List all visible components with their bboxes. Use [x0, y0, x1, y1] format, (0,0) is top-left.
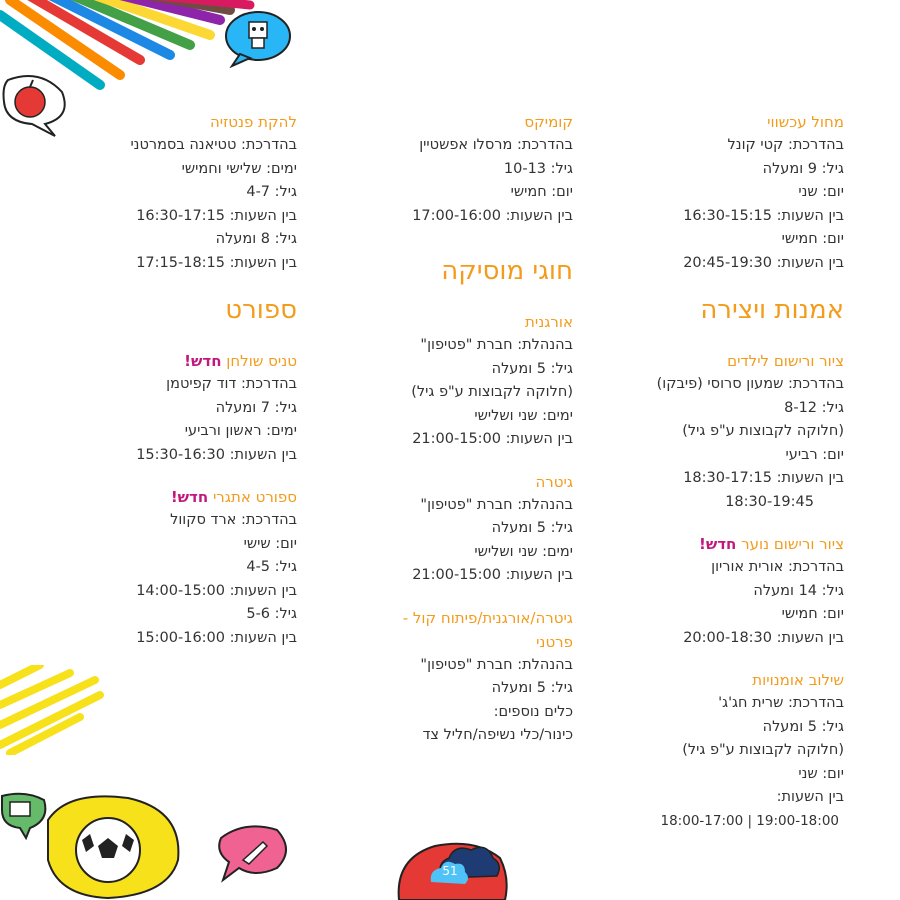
course-line: ימים: שני ושלישי — [474, 543, 573, 560]
left-column — [67, 110, 297, 668]
course-title: להקת פנטזיה — [209, 113, 297, 131]
course-line: יום: חמישי — [781, 606, 844, 622]
course-line: בהדרכת: טטיאנה בסמרטני — [130, 137, 297, 153]
new-badge: חדש! — [699, 535, 737, 553]
course-line: בין השעות: 17:15-18:15 — [136, 254, 297, 271]
page-number: 51 — [442, 864, 458, 878]
course-line: גיל: 5 ומעלה — [491, 520, 573, 536]
acro-sport-block — [67, 485, 297, 650]
course-line: בהדרכת: קטי קונל — [727, 137, 844, 153]
course-line: גיל: 7 ומעלה — [215, 399, 297, 416]
course-title: שילוב אומנויות — [752, 671, 844, 689]
course-title: ציור ורישום נוער — [741, 535, 844, 553]
course-line: כלים נוספים: — [493, 703, 573, 720]
course-line: בין השעות: 20:00-18:30 — [683, 629, 844, 646]
course-line: בין השעות: 15:00-16:00 — [136, 629, 297, 646]
drawing-youth-block — [594, 532, 844, 650]
course-line: בהדרכת: שרית חג'ג' — [718, 695, 844, 711]
course-line: בין השעות: 20:45-19:30 — [683, 254, 844, 271]
course-line: גיל: 4-5 — [246, 559, 297, 575]
course-line: בהדרכת: אורית אוריון — [711, 559, 844, 575]
guitar-block — [333, 470, 573, 588]
course-line: יום: חמישי — [781, 231, 844, 247]
course-line-times: 18:00-17:00 | 19:00-18:00 — [660, 812, 839, 829]
organ-block — [333, 310, 573, 452]
course-line: בהנהלת: חברת "פטיפון" — [420, 496, 573, 513]
course-line: גיל: 10-13 — [503, 160, 573, 177]
table-tennis-block — [67, 349, 297, 467]
course-line: בהדרכת: שמעון סרוסי (פיבקו) — [656, 376, 844, 392]
drawing-kids-block — [594, 349, 844, 514]
course-line: בהנהלת: חברת "פטיפון" — [420, 656, 573, 673]
course-line: גיל: 8 ומעלה — [215, 231, 297, 247]
course-line: יום: שני — [798, 184, 844, 200]
course-line: ימים: שני ושלישי — [474, 407, 573, 424]
course-line-extra-time: 18:30-19:45 — [725, 493, 814, 510]
course-line: בין השעות: — [776, 789, 844, 805]
course-line: בהנהלת: חברת "פטיפון" — [420, 337, 573, 353]
fantasy-theatre-block — [67, 110, 297, 275]
course-line: גיל: 14 ומעלה — [753, 582, 844, 599]
course-line: יום: שני — [798, 765, 844, 782]
course-line: בין השעות: 15:30-16:30 — [136, 446, 297, 463]
yellow-scribble — [0, 665, 110, 755]
apple-speech-bubble — [0, 72, 75, 137]
course-title-row — [594, 532, 844, 556]
modern-dance-block — [594, 110, 844, 275]
course-line: בין השעות: 16:30-17:15 — [136, 207, 297, 224]
course-line: בין השעות: 21:00-15:00 — [412, 567, 573, 583]
new-badge: חדש! — [184, 352, 222, 370]
course-title: גיטרה/אורגנית/פיתוח קול - — [402, 608, 573, 627]
art-combo-block — [594, 668, 844, 833]
course-line: בין השעות: 14:00-15:00 — [136, 582, 297, 599]
section-title-sport: ספורט — [225, 295, 297, 325]
course-line: ימים: שלישי וחמישי — [181, 160, 297, 177]
course-title: קומיקס — [524, 113, 573, 131]
course-line: יום: רביעי — [785, 446, 844, 463]
course-line: גיל: 5 ומעלה — [491, 680, 573, 696]
course-line: בין השעות: 21:00-15:00 — [412, 431, 573, 447]
course-line: בהדרכת: ארד סקוול — [170, 512, 297, 528]
course-line: כינור/כלי נשיפה/חליל צד — [422, 727, 573, 743]
robot-speech-bubble — [222, 8, 292, 68]
private-lessons-block — [333, 606, 573, 748]
course-line: גיל: 5 ומעלה — [762, 718, 844, 735]
course-line: גיל: 9 ומעלה — [762, 160, 844, 177]
course-title-row — [67, 485, 297, 509]
course-line: בהדרכת: דוד קפיטמן — [166, 376, 297, 392]
course-line: בהדרכת: מרסלו אפשטיין — [419, 137, 573, 153]
course-line: (חלוקה לקבוצות ע"פ גיל) — [682, 742, 844, 758]
course-line: (חלוקה לקבוצות ע"פ גיל) — [682, 423, 844, 439]
course-title: מחול עכשווי — [767, 113, 844, 131]
course-title: ציור ורישום לילדים — [727, 352, 844, 370]
course-line: בין השעות: 17:00-16:00 — [412, 207, 573, 224]
middle-column — [333, 110, 573, 766]
right-column — [594, 110, 844, 851]
course-line: יום: חמישי — [510, 184, 573, 200]
rocket-speech-bubble — [215, 820, 295, 890]
course-title-row — [67, 349, 297, 373]
course-title: ספורט אתגרי — [212, 488, 297, 506]
course-title: אורגנית — [525, 313, 573, 331]
course-line: (חלוקה לקבוצות ע"פ גיל) — [411, 384, 573, 400]
soccer-ball-bubble — [38, 790, 188, 900]
course-line: גיל: 5-6 — [246, 606, 297, 622]
section-title-music: חוגי מוסיקה — [441, 256, 573, 286]
course-line: יום: שישי — [243, 535, 297, 552]
course-line: בין השעות: 18:30-17:15 — [683, 470, 844, 486]
comics-block — [333, 110, 573, 228]
section-title-arts: אמנות ויצירה — [700, 295, 844, 325]
new-badge: חדש! — [170, 488, 209, 506]
course-line: בין השעות: 16:30-15:15 — [683, 207, 844, 224]
course-line: גיל: 5 ומעלה — [491, 360, 573, 377]
course-title-cont: פרטני — [536, 632, 573, 651]
course-line: גיל: 4-7 — [246, 184, 297, 200]
course-title: גיטרה — [535, 472, 573, 491]
course-title: טניס שולחן — [226, 352, 297, 370]
course-line: גיל: 8-12 — [784, 399, 844, 416]
course-line: ימים: ראשון ורביעי — [184, 423, 297, 439]
